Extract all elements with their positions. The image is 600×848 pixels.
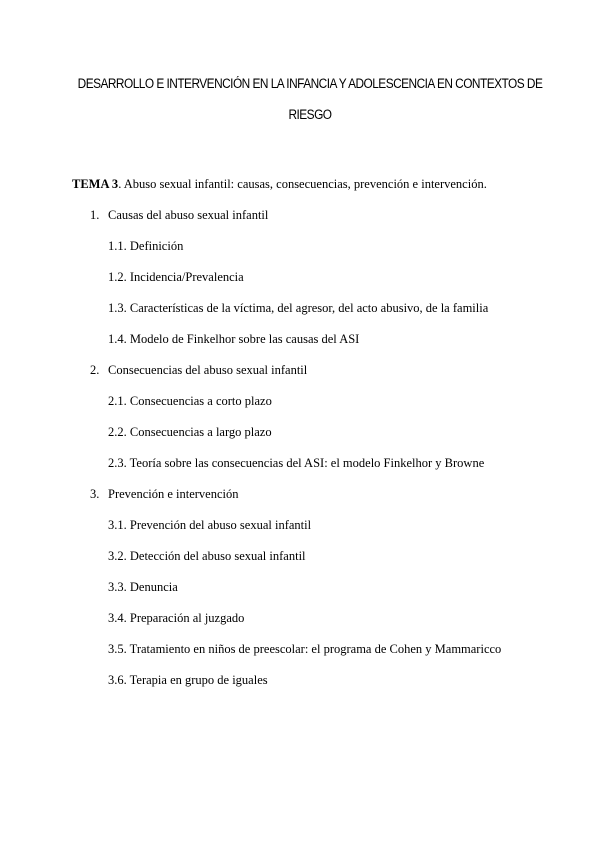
subsection-item: 1.4. Modelo de Finkelhor sobre las causas del ASI (108, 332, 360, 346)
subsection-item: 3.3. Denuncia (108, 580, 178, 594)
section-title: Prevención e intervención (108, 487, 239, 501)
subsection-item: 2.1. Consecuencias a corto plazo (108, 394, 272, 408)
section-number: 2. (90, 363, 100, 377)
subsection-item: 2.2. Consecuencias a largo plazo (108, 425, 272, 439)
subsection-item: 1.3. Características de la víctima, del agresor, del acto abusivo, de la familia (108, 301, 489, 315)
subsection-item: 1.1. Definición (108, 239, 184, 253)
subsection-item: 3.5. Tratamiento en niños de preescolar: el programa de Cohen y Mammaricco (108, 642, 502, 656)
document-title-line-2: RIESGO (288, 107, 332, 122)
topic-description: . Abuso sexual infantil: causas, consecuencias, prevención e intervención. (118, 177, 487, 191)
section-title: Consecuencias del abuso sexual infantil (108, 363, 308, 377)
document-title-line-1: DESARROLLO E INTERVENCIÓN EN LA INFANCIA Y ADOLESCENCIA EN CONTEXTOS DE (77, 76, 543, 91)
section-number: 1. (90, 208, 100, 222)
section-title: Causas del abuso sexual infantil (108, 208, 269, 222)
subsection-item: 1.2. Incidencia/Prevalencia (108, 270, 244, 284)
subsection-item: 3.2. Detección del abuso sexual infantil (108, 549, 306, 563)
topic-label: TEMA 3 (72, 177, 119, 191)
subsection-item: 3.6. Terapia en grupo de iguales (108, 673, 268, 687)
subsection-item: 3.4. Preparación al juzgado (108, 611, 245, 625)
section-number: 3. (90, 487, 100, 501)
subsection-item: 2.3. Teoría sobre las consecuencias del ASI: el modelo Finkelhor y Browne (108, 456, 485, 470)
topic-heading (72, 177, 487, 192)
subsection-item: 3.1. Prevención del abuso sexual infantil (108, 518, 312, 532)
